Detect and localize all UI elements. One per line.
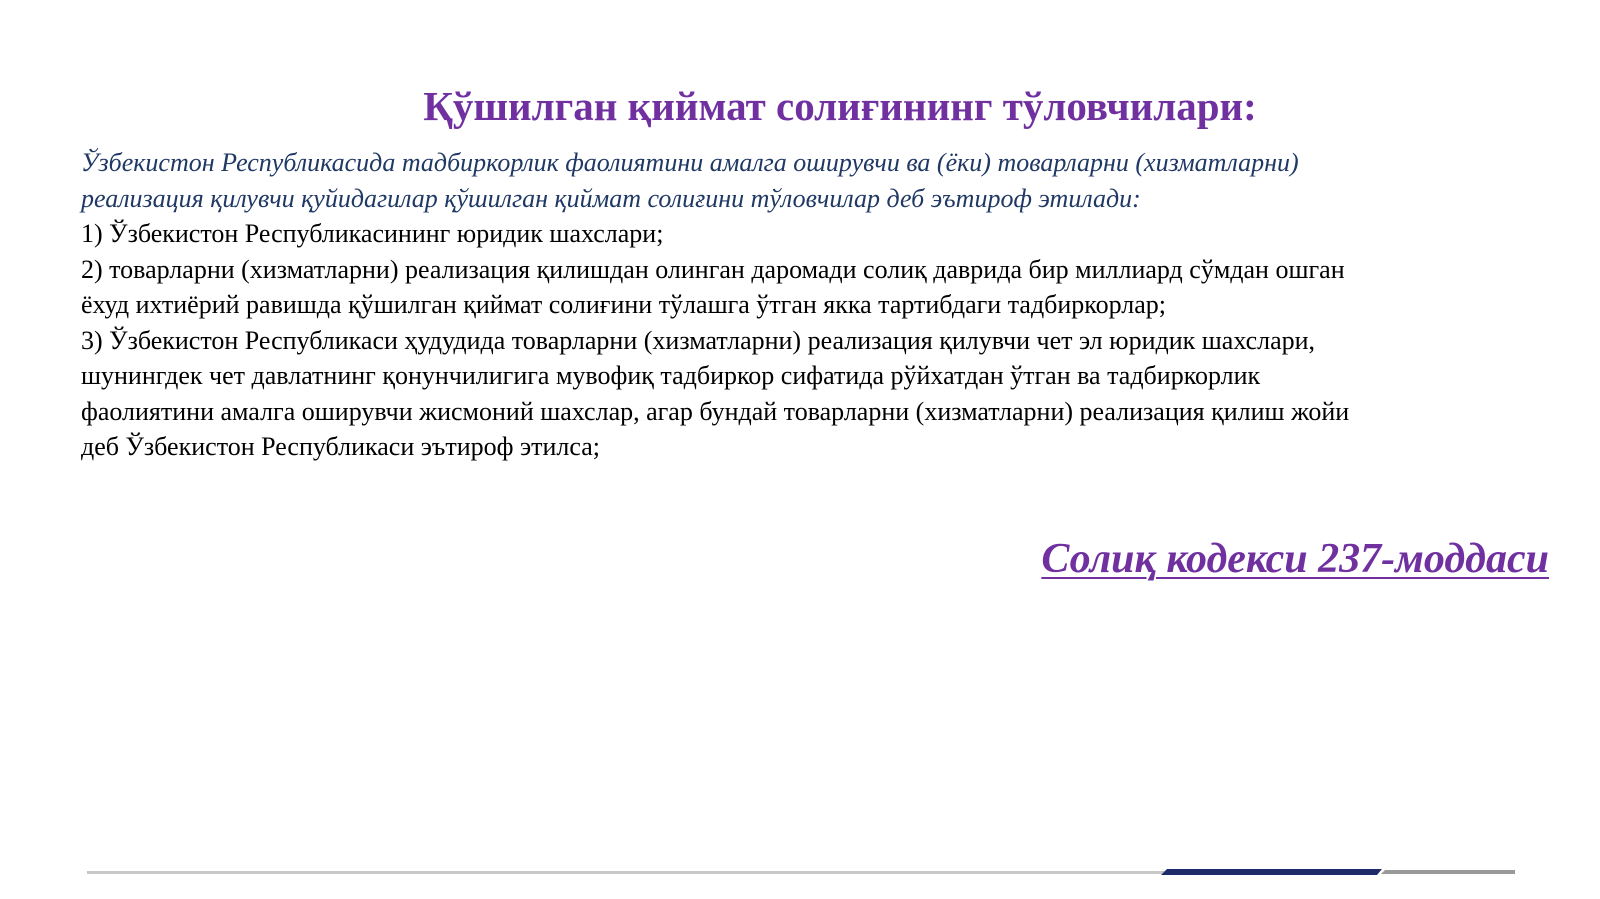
list-item-line: шунингдек чет давлатнинг қонунчилигига мувофиқ тадбиркор сифатида рўйхатдан ўтган ва тадбиркорлик — [81, 361, 1261, 390]
slide-body — [81, 145, 1561, 465]
intro-line: Ўзбекистон Республикасида тадбиркорлик фаолиятини амалга оширувчи ва (ёки) товарларни (хизматларни) — [81, 148, 1299, 177]
list-item-line: 1) Ўзбекистон Республикасининг юридик шахслари; — [81, 219, 664, 248]
list-item-line: 2) товарларни (хизматларни) реализация қилишдан олинган даромади солиқ даврида бир миллиард сўмдан ошган — [81, 254, 1345, 284]
footer-decoration-bar — [87, 869, 1515, 876]
footer-gray-segment — [87, 871, 1167, 874]
citation-link[interactable]: Солиқ кодекси 237-моддаси — [1041, 536, 1549, 582]
list-item-line: ёхуд ихтиёрий равишда қўшилган қиймат солиғини тўлашга ўтган якка тартибдаги тадбиркорлар; — [81, 290, 1167, 319]
list-item-line: фаолиятини амалга оширувчи жисмоний шахслар, агар бундай товарларни (хизматларни) реализация қилиш жойи — [81, 396, 1350, 426]
footer-navy-segment — [1161, 869, 1382, 875]
intro-line: реализация қилувчи қуйидагилар қўшилган қиймат солиғини тўловчилар деб эътироф этилади: — [81, 183, 1141, 213]
list-item-line: 3) Ўзбекистон Республикаси ҳудудида товарларни (хизматларни) реализация қилувчи чет эл юридик шахслари, — [81, 325, 1316, 355]
slide-title: Қўшилган қиймат солиғининг тўловчилари: — [423, 83, 1257, 129]
list-item-line: деб Ўзбекистон Республикаси эътироф этилса; — [81, 432, 600, 461]
footer-dark-gray-segment — [1381, 870, 1515, 874]
